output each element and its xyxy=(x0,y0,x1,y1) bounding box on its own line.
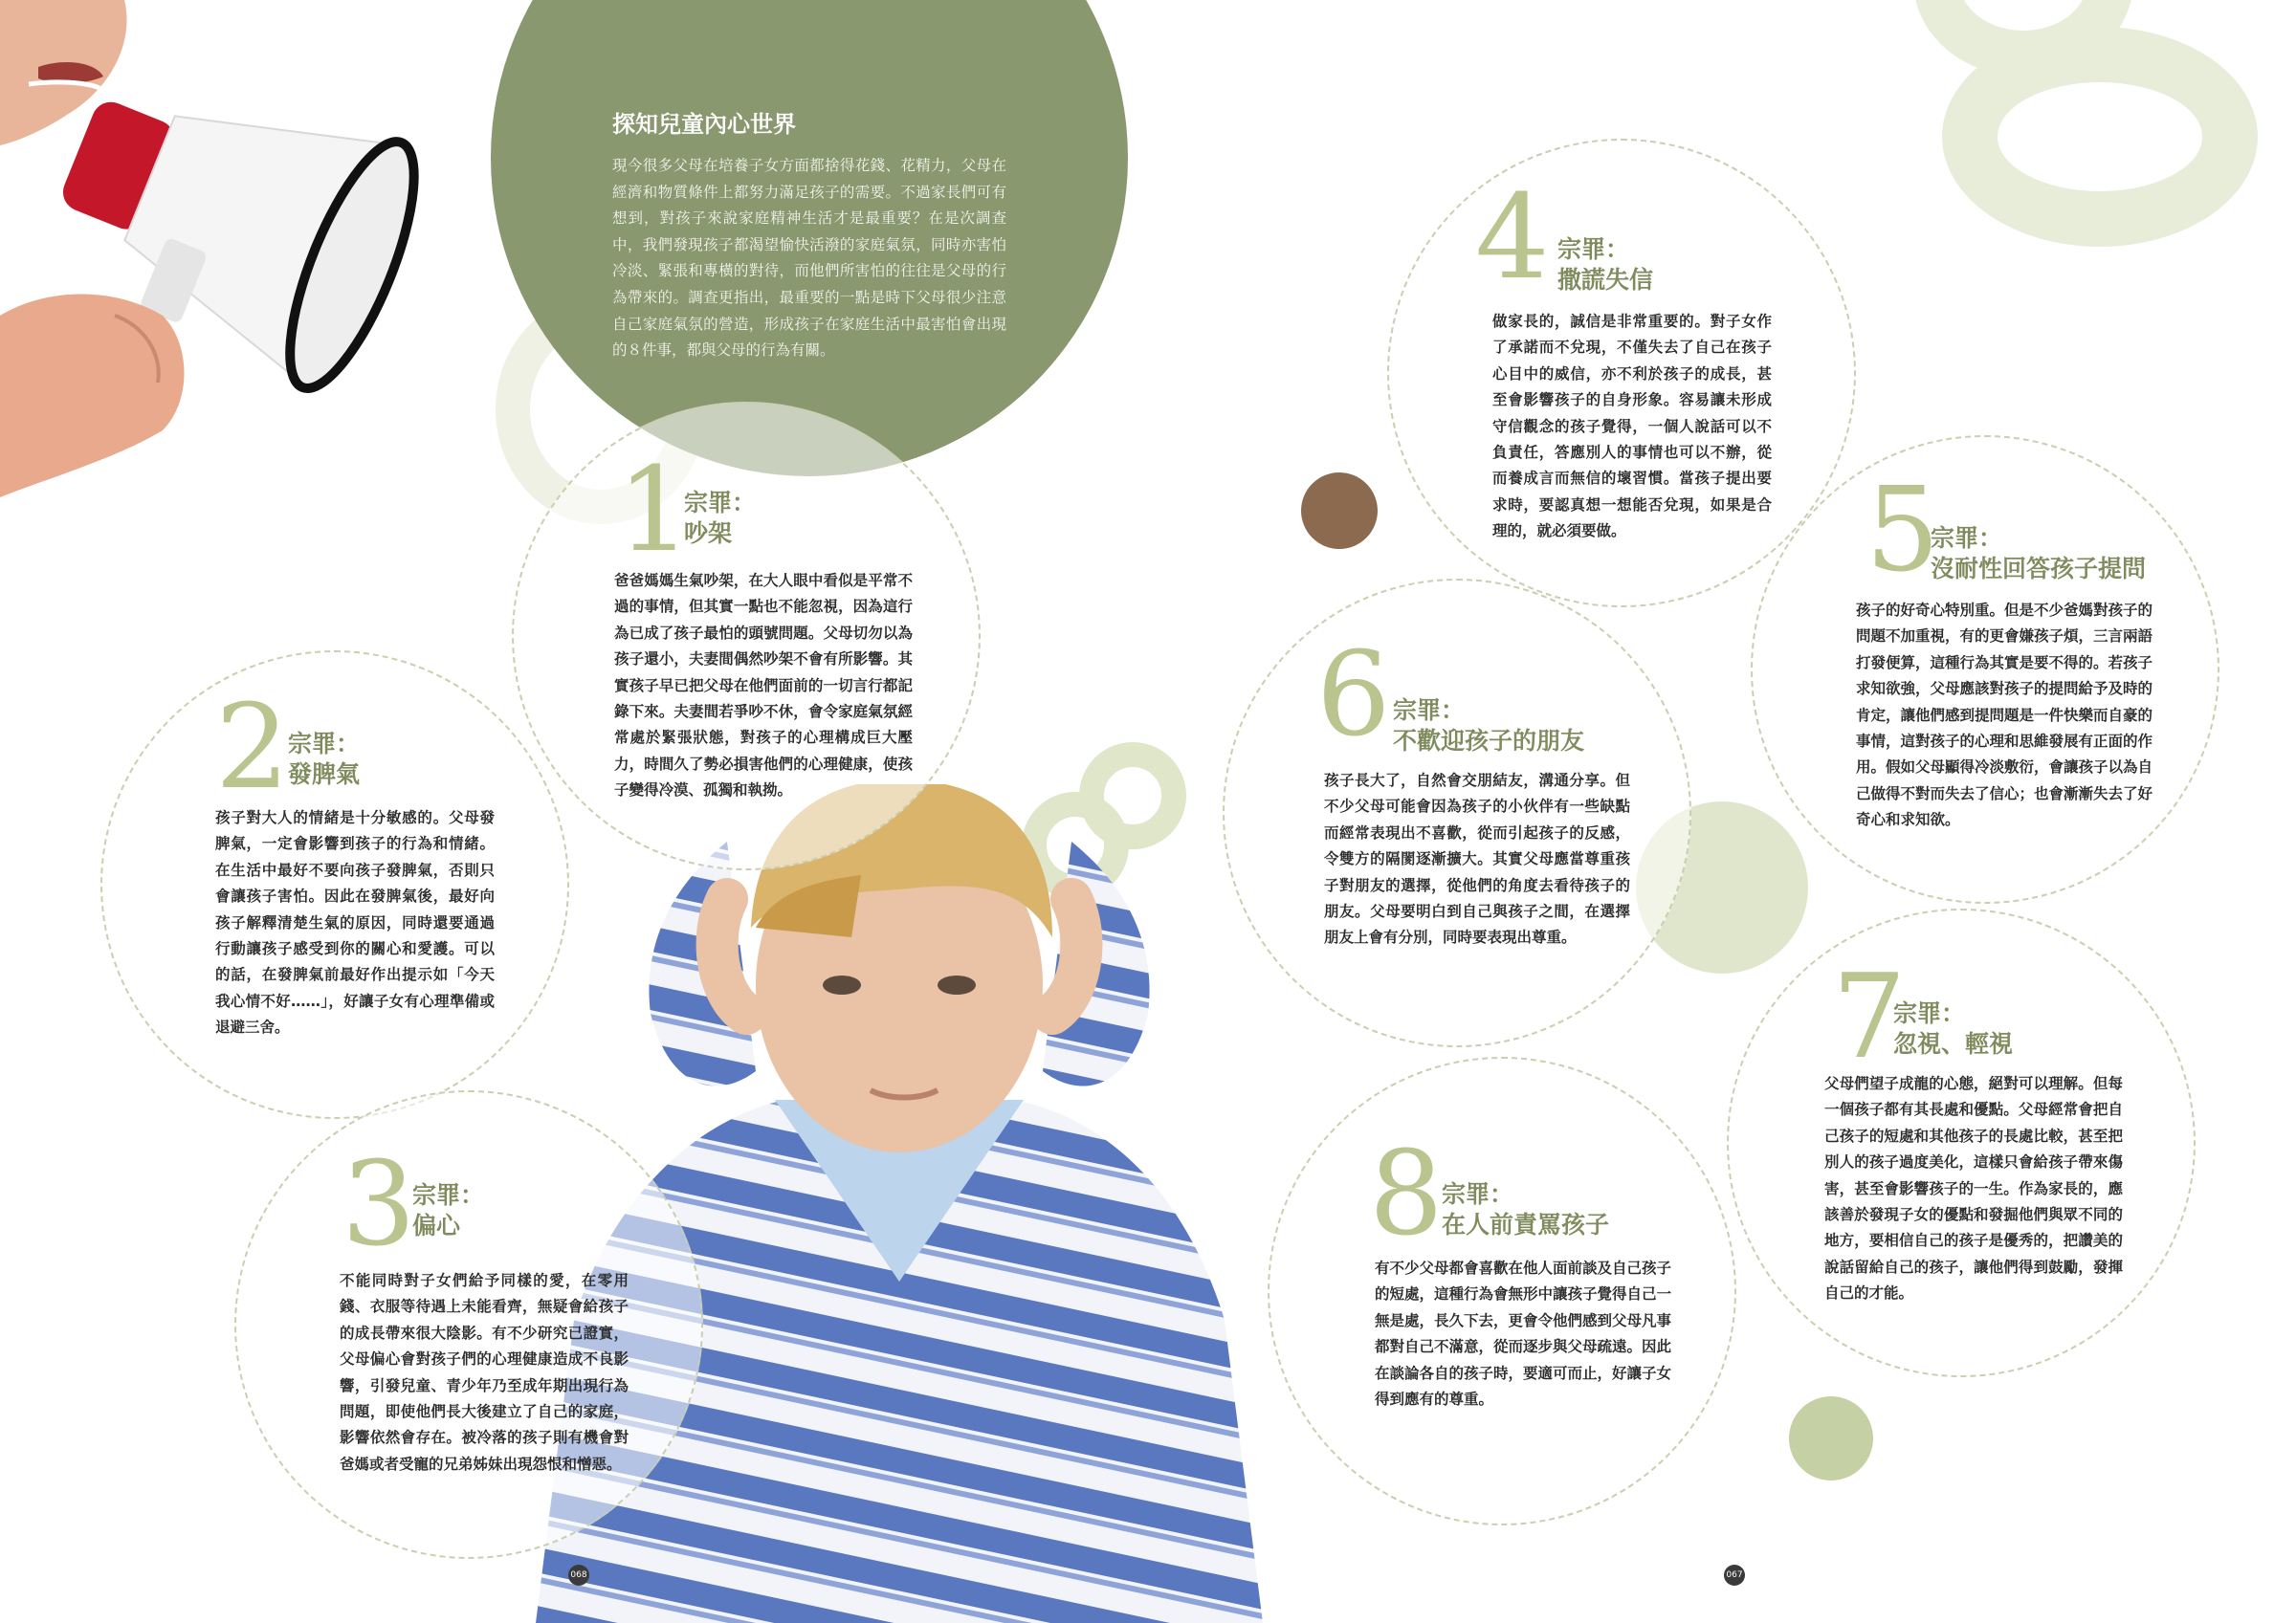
sin-2-body: 孩子對大人的情緒是十分敏感的。父母發脾氣，一定會影響到孩子的行為和情緒。在生活中最好不要向孩子發脾氣，否則只會讓孩子害怕。因此在發脾氣後，最好向孩子解釋清楚生氣的原因，同時還要通過行動讓孩子感受到你的關心和愛護。可以的話，在發脾氣前最好作出提示如「今天我心情不好……」，好讓子女有心理準備或退避三舍。 xyxy=(215,809,495,1037)
sin-2-label: 宗罪： xyxy=(288,730,361,757)
intro-title: 探知兒童內心世界 xyxy=(612,111,796,138)
decorative-eight-bottom-ring xyxy=(1942,27,2258,247)
sin-6-body: 孩子長大了，自然會交朋結友，溝通分享。但不少父母可能會因為孩子的小伙伴有一些缺點而經常表現出不喜歡，從而引起孩子的反感，令雙方的隔閡逐漸擴大。其實父母應當尊重孩子對朋友的選擇，從他們的角度去看待孩子的朋友。父母要明白到自己與孩子之間，在選擇朋友上會有分別，同時要表現出尊重。 xyxy=(1324,772,1630,947)
sin-6-bubble xyxy=(1223,579,1691,1047)
sin-2-bubble xyxy=(100,650,569,1119)
sin-4-number: 4 xyxy=(1475,169,1550,305)
sin-8-bubble xyxy=(1268,1057,1736,1525)
megaphone-illustration xyxy=(0,0,450,497)
sin-1-number: 1 xyxy=(617,442,692,578)
sin-1-title: 吵架 xyxy=(684,519,733,547)
sin-2-number: 2 xyxy=(215,679,290,815)
sin-4-label: 宗罪： xyxy=(1557,235,1630,263)
sin-3-title: 偏心 xyxy=(412,1212,461,1239)
sin-8-body: 有不少父母都會喜歡在他人面前談及自己孩子的短處，這種行為會無形中讓孩子覺得自己一無是處，長久下去，更會令他們感到父母凡事都對自己不滿意，從而逐步與父母疏遠。因此在談論各自的孩子時，要適可而止，好讓子女得到應有的尊重。 xyxy=(1375,1260,1672,1409)
sin-7-bubble xyxy=(1727,909,2196,1377)
sin-1-label: 宗罪： xyxy=(684,489,757,516)
sin-8-number: 8 xyxy=(1369,1126,1444,1261)
sin-3-number: 3 xyxy=(342,1136,416,1272)
green-dot-small xyxy=(1789,1396,1873,1480)
sin-1-body: 爸爸媽媽生氣吵架，在大人眼中看似是平常不過的事情，但其實一點也不能忽視，因為這行為已成了孩子最怕的頭號問題。父母切勿以為孩子還小，夫妻間偶然吵架不會有所影響。其實孩子早已把父母在他們面前的一切言行都記錄下來。夫妻間若爭吵不休，會令家庭氣氛經常處於緊張狀態，對孩子的心理構成巨大壓力，時間久了勢必損害他們的心理健康，使孩子變得冷漠、孤獨和執拗。 xyxy=(614,572,913,800)
sin-5-number: 5 xyxy=(1866,462,1940,598)
sin-4-bubble xyxy=(1387,139,1856,607)
sin-5-label: 宗罪： xyxy=(1931,524,2003,552)
sin-4-body: 做家長的，誠信是非常重要的。對子女作了承諾而不兌現，不僅失去了自己在孩子心目中的威信，亦不利於孩子的成長，甚至會影響孩子的自身形象。容易讓未形成守信觀念的孩子覺得，一個人說話可以不負責任，答應別人的事情也可以不辦，從而養成言而無信的壞習慣。當孩子提出要求時，要認真想一想能否兌現，如果是合理的，就必須要做。 xyxy=(1492,313,1772,540)
sin-5-title: 沒耐性回答孩子提問 xyxy=(1931,555,2147,582)
sin-8-title: 在人前責罵孩子 xyxy=(1442,1211,1610,1239)
sin-3-label: 宗罪： xyxy=(412,1181,485,1209)
brown-dot xyxy=(1301,472,1378,549)
sin-3-bubble xyxy=(234,1090,703,1559)
sin-4-title: 撒謊失信 xyxy=(1557,266,1654,294)
intro-body: 現今很多父母在培養子女方面都捨得花錢、花精力，父母在經濟和物質條件上都努力滿足孩子的需要。不過家長們可有想到，對孩子來說家庭精神生活才是最重要？在是次調查中，我們發現孩子都渴望愉快活潑的家庭氣氛，同時亦害怕冷淡、緊張和專橫的對待，而他們所害怕的往往是父母的行為帶來的。調查更指出，最重要的一點是時下父母很少注意自己家庭氣氛的營造，形成孩子在家庭生活中最害怕會出現的８件事，都與父母的行為有關。 xyxy=(612,157,1006,360)
sin-7-body: 父母們望子成龍的心態，絕對可以理解。但每一個孩子都有其長處和優點。父母經常會把自己孩子的短處和其他孩子的長處比較，甚至把別人的孩子過度美化，這樣只會給孩子帶來傷害，甚至會影響孩子的一生。作為家長的，應該善於發現子女的優點和發掘他們與眾不同的地方，要相信自己的孩子是優秀的，把讚美的說話留給自己的孩子，讓他們得到鼓勵，發揮自己的才能。 xyxy=(1824,1075,2123,1303)
sin-7-title: 忽視、輕視 xyxy=(1893,1030,2014,1058)
page-number-left: 068 xyxy=(568,1565,589,1586)
sin-7-number: 7 xyxy=(1832,949,1907,1085)
sin-6-label: 宗罪： xyxy=(1393,696,1466,724)
sin-2-title: 發脾氣 xyxy=(288,760,361,788)
sin-8-label: 宗罪： xyxy=(1442,1180,1514,1208)
sin-5-body: 孩子的好奇心特別重。但是不少爸媽對孩子的問題不加重視，有的更會嫌孩子煩，三言兩語打發便算，這種行為其實是要不得的。若孩子求知欲強，父母應該對孩子的提問給予及時的肯定，讓他們感到提問題是一件快樂而自豪的事情，這對孩子的心理和思維發展有正面的作用。假如父母顯得冷淡敷衍，會讓孩子以為自己做得不對而失去了信心；也會漸漸失去了好奇心和求知欲。 xyxy=(1856,602,2153,829)
sin-5-bubble xyxy=(1751,435,2219,904)
sin-1-bubble xyxy=(512,402,981,870)
sin-7-label: 宗罪： xyxy=(1893,999,1966,1027)
sin-6-number: 6 xyxy=(1316,626,1391,762)
sin-3-body: 不能同時對子女們給予同樣的愛，在零用錢、衣服等待遇上未能看齊，無疑會給孩子的成長帶來很大陰影。有不少研究已證實，父母偏心會對孩子們的心理健康造成不良影響，引發兒童、青少年乃至成年期出現行為問題，即使他們長大後建立了自己的家庭，影響依然會存在。被冷落的孩子則有機會對爸媽或者受寵的兄弟姊妹出現怨恨和憎惡。 xyxy=(340,1272,629,1473)
page-number-right: 067 xyxy=(1724,1565,1745,1586)
sin-6-title: 不歡迎孩子的朋友 xyxy=(1393,727,1585,755)
